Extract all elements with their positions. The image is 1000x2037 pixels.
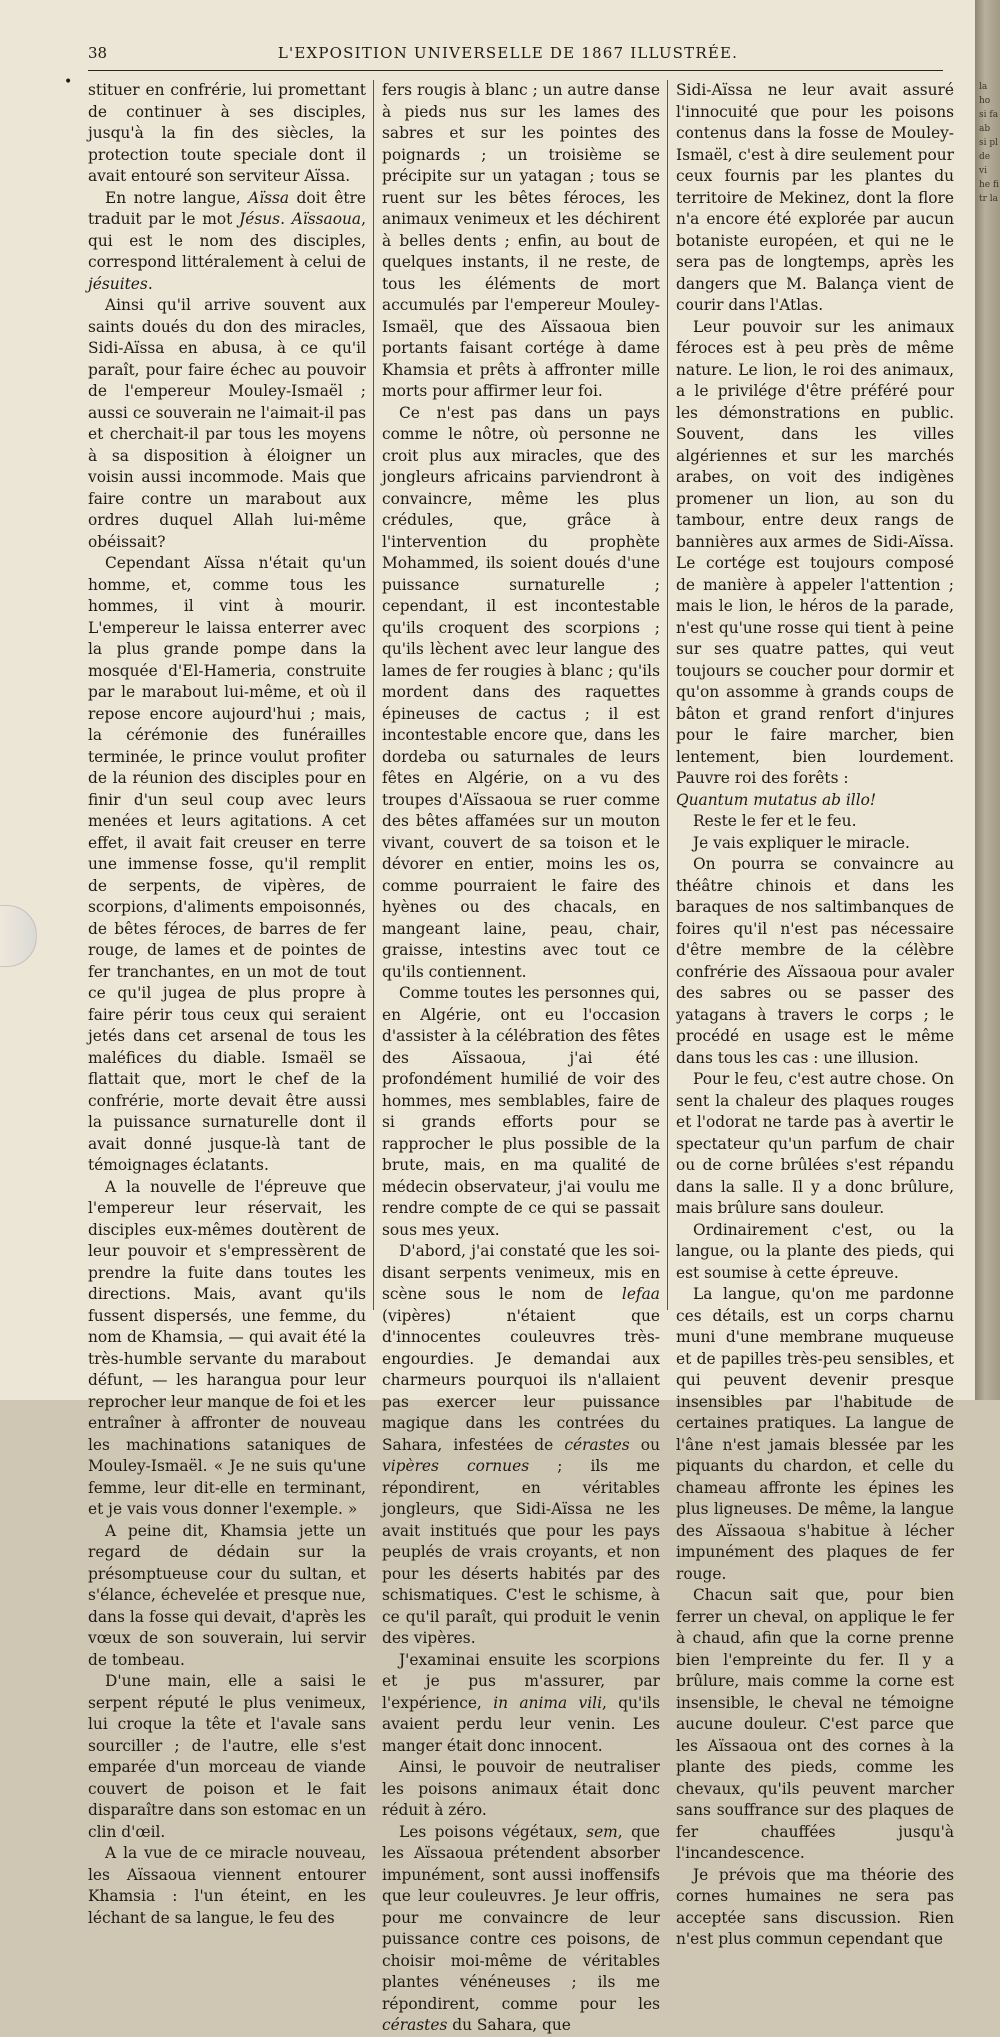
italic-text: vipères cornues	[382, 1457, 530, 1475]
text-run: ou	[629, 1435, 660, 1454]
paragraph: Ce n'est pas dans un pays comme le nôtre, où personne ne croit plus aux miracles, que des jongleurs africains parviendront à convaincre, même les plus crédules, que, grâce à l'intervention du prophète Mohammed, ils soient doués d'une puissance surnaturelle ; cependant, il est incontestable qu'ils croquent des scorpions ; qu'ils lèchent avec leur langue des lames de fer rougies à blanc ; qu'ils mordent dans des raquettes épineuses de cactus ; il est incontestable encore que, dans les dordeba ou saturnales de leurs fêtes en Algérie, on a vu des troupes d'Aïssaoua se ruer comme des bêtes affamées sur un mouton vivant, couvert de sa toison et le dévorer en entier, moins les os, comme pourraient le faire des hyènes ou des chacals, en mangeant laine, peau, chair, graisse, intestins avec tout ce qu'ils contiennent.	[382, 403, 660, 981]
text-run: .	[280, 210, 292, 228]
paragraph	[676, 790, 954, 812]
column-divider	[667, 80, 668, 1310]
text-run: , que les Aïssaoua prétendent absorber impunément, sont aussi inoffensifs que leur couleuvres. Je leur offris, pour me convaincre de leur puissance contre ces poisons, de choisir moi-même de véritables plantes vénéneuses ; ils me répondirent, comme pour les	[382, 1822, 660, 2013]
text-run: (vipères) n'étaient que d'innocentes couleuvres très-engourdies. Je demandai aux charmeurs pourquoi ils n'allaient pas exercer leur puissance magique dans les contrées du Sahara, infestées de	[382, 1306, 660, 1454]
italic-text: in anima vili	[493, 1693, 602, 1712]
italic-text: lefaa	[621, 1285, 660, 1303]
italic-text: sem	[586, 1822, 618, 1841]
paragraph: Ainsi qu'il arrive souvent aux saints doués du don des miracles, Sidi-Aïssa en abusa, à ce qu'il paraît, pour faire échec au pouvoir de l'empereur Mouley-Ismaël ; aussi ce souverain ne l'aimait-il pas et cherchait-il par tous les moyens à sa disposition à éloigner un voisin aussi incommode. Mais que faire contre un marabout aux ordres duquel Allah lui-même obéissait?	[88, 296, 366, 551]
text-run: J'examinai ensuite les scorpions et je pus m'assurer, par l'expérience,	[382, 1650, 660, 1712]
paragraph: Comme toutes les personnes qui, en Algérie, ont eu l'occasion d'assister à la célébration des fêtes des Aïssaoua, j'ai été profondément humilié de voir des hommes, mes semblables, faire de si grands efforts pour se rapprocher le plus possible de la brute, mais, en ma qualité de médecin observateur, j'ai voulu me rendre compte de ce qui se passait sous mes yeux.	[382, 984, 660, 1239]
paragraph: Leur pouvoir sur les animaux féroces est à peu près de même nature. Le lion, le roi des animaux, a le privilége d'être préféré pour les démonstrations en public. Souvent, dans les villes algériennes et sur les marchés arabes, on voit des indigènes promener un lion, au son du tambour, entre deux rangs de bannières aux armes de Sidi-Aïssa. Le cortége est toujours composé de manière à appeler l'attention ; mais le lion, le héros de la parade, n'est qu'une rosse qui tient à peine sur ses quatre pattes, qui veut toujours se coucher pour dormir et qu'on assomme à grands coups de bâton et grand renfort d'injures pour le faire marcher, bien lentement, bien lourdement. Pauvre roi des forêts :	[676, 317, 954, 787]
italic-text: Quantum mutatus ab illo!	[676, 790, 877, 809]
italic-text: jésuites	[88, 274, 148, 293]
header-rule	[88, 70, 943, 71]
text-run: du Sahara, que	[447, 2016, 571, 2034]
italic-text: cérastes	[564, 1435, 630, 1454]
column-divider	[373, 80, 374, 1310]
adjacent-page-text: la ho si fa ab si pl de vi he fi tr la	[979, 82, 999, 204]
paragraph	[382, 1241, 660, 1650]
text-column-2	[382, 80, 660, 2034]
text-run: doit être traduit par le mot	[88, 188, 366, 228]
italic-text: Jésus	[239, 210, 281, 228]
paragraph: On pourra se convaincre au théâtre chinois et dans les baraques de nos saltimbanques de foires qu'il n'est pas nécessaire d'être membre de la célèbre confrérie des Aïssaoua pour avaler des sabres ou se passer des yatagans à travers le corps ; le procédé en usage est le même dans tous les cas : une illusion.	[676, 855, 954, 1067]
text-run: , qu'ils avaient perdu leur venin. Les manger était donc innocent.	[382, 1693, 660, 1755]
paragraph: fers rougis à blanc ; un autre danse à pieds nus sur les lames des sabres et sur les pointes des poignards ; un troisième se précipite sur un yatagan ; tous se ruent sur les bêtes féroces, les animaux venimeux et les déchirent à belles dents ; enfin, au bout de quelques instants, il ne reste, de tous les éléments de mort accumulés par l'empereur Mouley-Ismaël, que des Aïssaoua bien portants faisant cortége à dame Khamsia et prêts à affronter mille morts pour affirmer leur foi.	[382, 81, 660, 400]
paragraph: A peine dit, Khamsia jette un regard de dédain sur la présomptueuse cour du sultan, et s'élance, échevelée et presque nue, dans la fosse qui devait, d'après les vœux de son souverain, lui servir de tombeau.	[88, 1521, 366, 1669]
text-column-1	[88, 80, 366, 1927]
text-run: En notre langue,	[105, 188, 249, 207]
text-run: , qui est le nom des disciples, correspond littéralement à celui de	[88, 210, 366, 271]
paragraph	[88, 188, 366, 296]
paragraph: Ainsi, le pouvoir de neutraliser les poisons animaux était donc réduit à zéro.	[382, 1758, 660, 1819]
text-run: D'abord, j'ai constaté que les soi-disant serpents venimeux, mis en scène sous le nom de	[382, 1242, 660, 1303]
paragraph: Sidi-Aïssa ne leur avait assuré l'innocuité que pour les poisons contenus dans la fosse de Mouley-Ismaël, c'est à dire seulement pour ceux fournis par les plantes du territoire de Mekinez, dont la flore n'a encore été explorée par aucun botaniste européen, et qui ne le sera pas de longtemps, après les dangers que M. Balança vient de courir dans l'Atlas.	[676, 81, 954, 314]
page-title: L'EXPOSITION UNIVERSELLE DE 1867 ILLUSTRÉE.	[277, 44, 739, 62]
paragraph: Ordinairement c'est, ou la langue, ou la plante des pieds, qui est soumise à cette épreuve.	[676, 1220, 954, 1282]
paragraph: D'une main, elle a saisi le serpent réputé le plus venimeux, lui croque la tête et l'avale sans sourciller ; de l'autre, elle s'est emparée d'un morceau de viande couvert de poison et le fait disparaître dans son estomac en un clin d'œil.	[88, 1672, 366, 1841]
paragraph: Pour le feu, c'est autre chose. On sent la chaleur des plaques rouges et l'odorat ne tarde pas à avertir le spectateur qu'un parfum de chair ou de corne brûlées s'est répandu dans la salle. Il y a donc brûlure, mais brûlure sans douleur.	[676, 1070, 954, 1217]
paragraph: Chacun sait que, pour bien ferrer un cheval, on applique le fer à chaud, afin que la corne prenne bien l'empreinte du fer. Il y a brûlure, mais comme la corne est insensible, le cheval ne témoigne aucune douleur. C'est parce que les Aïssaoua ont des cornes à la plante des pieds, comme les chevaux, qu'ils peuvent marcher sans souffrance sur des plaques de fer chauffées jusqu'à l'incandescence.	[676, 1586, 954, 1862]
italic-text: cérastes	[382, 2016, 448, 2034]
text-run: .	[147, 274, 153, 293]
paragraph: Reste le fer et le feu.	[693, 812, 857, 830]
page-number: 38	[88, 44, 108, 62]
paragraph: A la vue de ce miracle nouveau, les Aïssaoua viennent entourer Khamsia : l'un éteint, en les léchant de sa langue, le feu des	[88, 1844, 366, 1927]
running-head	[88, 44, 928, 66]
paragraph: A la nouvelle de l'épreuve que l'empereur leur réservait, les disciples eux-mêmes doutèrent de leur pouvoir et s'empressèrent de prendre la fuite dans toutes les directions. Mais, avant qu'ils fussent dispersés, une femme, du nom de Khamsia, — qui avait été la très-humble servante du marabout défunt, — les harangua pour leur reprocher leur manque de foi et les entraîner à affronter de nouveau les machinations sataniques de Mouley-Ismaël. « Je ne suis qu'une femme, leur dit-elle en terminant, et je vais vous donner l'exemple. »	[88, 1177, 366, 1518]
binder-clip	[0, 905, 37, 967]
text-column-3	[676, 80, 954, 1948]
adjacent-page-edge	[975, 0, 1000, 1400]
text-run: Les poisons végétaux,	[399, 1822, 587, 1841]
paragraph	[382, 1822, 660, 2037]
margin-mark: •	[64, 74, 73, 90]
italic-text: Aïssaoua	[291, 210, 362, 228]
paragraph	[382, 1650, 660, 1758]
italic-text: Aïssa	[248, 188, 290, 207]
paragraph: Cependant Aïssa n'était qu'un homme, et, comme tous les hommes, il vint à mourir. L'empereur le laissa enterrer avec la plus grande pompe dans la mosquée d'El-Hameria, construite par le marabout lui-même, et où il repose encore aujourd'hui ; mais, la cérémonie des funérailles terminée, le prince voulut profiter de la réunion des disciples pour en finir d'un seul coup avec leurs menées et leurs agitations. A cet effet, il avait fait creuser en terre une immense fosse, qu'il remplit de serpents, de vipères, de scorpions, d'aliments empoisonnés, de bêtes féroces, de barres de fer rouge, de lames et de pointes de fer tranchantes, en un mot de tout ce qu'il jugea de plus propre à faire périr tous ceux qui seraient jetés dans cet arsenal de tous les maléfices du diable. Ismaël se flattait que, mort le chef de la confrérie, morte devait être aussi la puissance surnaturelle dont il avait donné jusque-là tant de témoignages éclatants.	[88, 554, 366, 1174]
paragraph: La langue, qu'on me pardonne ces détails, est un corps charnu muni d'une membrane muqueuse et de papilles très-peu sensibles, et qui peuvent devenir presque insensibles par l'habitude de certaines pratiques. La langue de l'âne n'est jamais blessée par les piquants du chardon, et celle du chameau affronte les épines les plus ligneuses. De même, la langue des Aïssaoua s'habitue à lécher impunément des plaques de fer rouge.	[676, 1285, 954, 1583]
paragraph: Je vais expliquer le miracle.	[693, 833, 910, 852]
paragraph: Je prévois que ma théorie des cornes humaines ne sera pas acceptée sans discussion. Rien n'est plus commun cependant que	[676, 1865, 954, 1948]
paragraph: stituer en confrérie, lui promettant de continuer à ses disciples, jusqu'à la fin des siècles, la protection toute speciale dont il avait entouré son serviteur Aïssa.	[88, 81, 366, 185]
text-run: ; ils me répondirent, en véritables jongleurs, que Sidi-Aïssa ne les avait institués que pour les pays peuplés de vrais croyants, et non pour les déserts habités par des schismatiques. C'est le schisme, à ce qu'il paraît, qui produit le venin des vipères.	[382, 1457, 660, 1647]
